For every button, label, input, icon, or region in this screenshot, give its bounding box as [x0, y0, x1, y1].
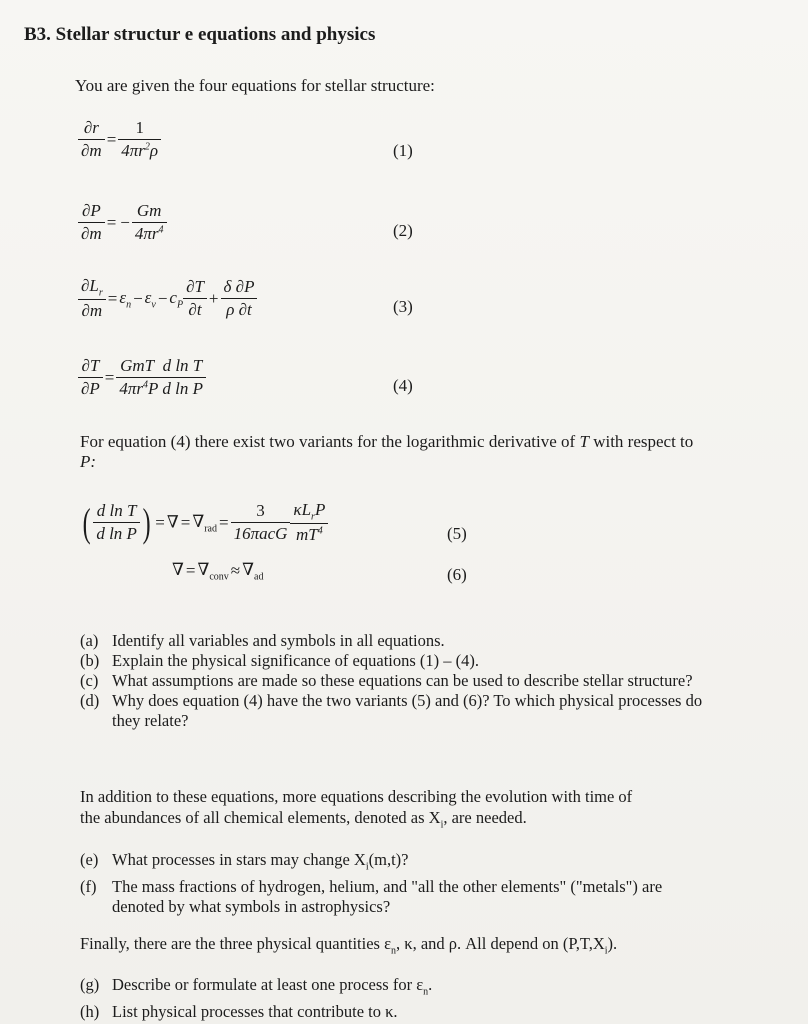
- question-list-2: [80, 850, 730, 917]
- question-item: (g) Describe or formulate at least one process for $\varepsilon_n$.: [80, 975, 433, 998]
- addition-paragraph: In addition to these equations, more equations describing the evolution with time of the abundances of all chemical elements, denoted as $X_i$, are needed.: [80, 787, 633, 831]
- variants-text: [80, 432, 693, 452]
- variants-line-1-tail: with respect to: [593, 432, 694, 451]
- finally-paragraph: Finally, there are the three physical quantities $\varepsilon_n$, κ, and ρ. All depend on $(P,T,X_i)$.: [80, 934, 618, 957]
- equation-3-number: (3): [393, 297, 413, 316]
- variants-T: T: [579, 432, 589, 451]
- question-item: (f) The mass fractions of hydrogen, helium, and "all the other elements" ("metals") are denoted by what symbols in astrophysics?: [80, 877, 663, 917]
- variants-line-1: For equation (4) there exist two variants for the logarithmic derivative of: [80, 432, 576, 451]
- question-list-3: [80, 975, 730, 1022]
- question-item: (b) Explain the physical significance of equations (1) – (4).: [80, 651, 480, 670]
- question-item: (h) List physical processes that contribute to κ.: [80, 1002, 398, 1022]
- equation-3: $\frac{\partial L_r}{\partial m}$ = $\varepsilon_n - \varepsilon_\nu - c_P$ $\frac{\partial T}{\partial t}$ + $\frac{\delta \partial P}{\rho \partial t}$: [78, 276, 257, 321]
- equation-1-number: (1): [393, 141, 413, 160]
- variants-line-2: P:: [80, 452, 97, 471]
- equation-6: ∇ = $\nabla_{conv} \approx \nabla_{ad}$: [172, 560, 264, 583]
- section-heading: B3. Stellar structur e equations and physics: [24, 24, 376, 45]
- question-list-1: [80, 631, 730, 731]
- equation-4: $\frac{\partial T}{\partial P}$ = $\frac{\text{GmT d ln T}}{4\pi r^4P d \ln P}$: [78, 356, 206, 399]
- equation-5: ( $\frac{\text{d ln T}}{\text{d ln P}}$ ) = ∇ = $\nabla_{rad}$ = $\frac{3}{\text{16πacG}}$ $\frac{\kappa L_rP}{mT^4}$: [80, 500, 328, 545]
- equation-6-number: (6): [447, 565, 467, 584]
- question-item: (c) What assumptions are made so these equations can be used to describe stellar structure?: [80, 671, 693, 690]
- equation-4-number: (4): [393, 376, 413, 395]
- equation-1: $\frac{\partial r}{\partial m}$ = $\frac{1}{4\pi r^2\rho}$: [78, 118, 161, 161]
- equation-5-number: (5): [447, 524, 467, 543]
- equation-2-number: (2): [393, 221, 413, 240]
- question-item: (e) What processes in stars may change $X_i(m,t)$?: [80, 850, 409, 873]
- intro-text: You are given the four equations for stellar structure:: [75, 76, 435, 95]
- equation-2: $\frac{\partial P}{\partial m}$ = − $\frac{Gm}{4\pi r^4}$: [78, 201, 167, 244]
- question-item: (a) Identify all variables and symbols in all equations.: [80, 631, 445, 650]
- question-item: (d) Why does equation (4) have the two variants (5) and (6)? To which physical processes do they relate?: [80, 691, 703, 730]
